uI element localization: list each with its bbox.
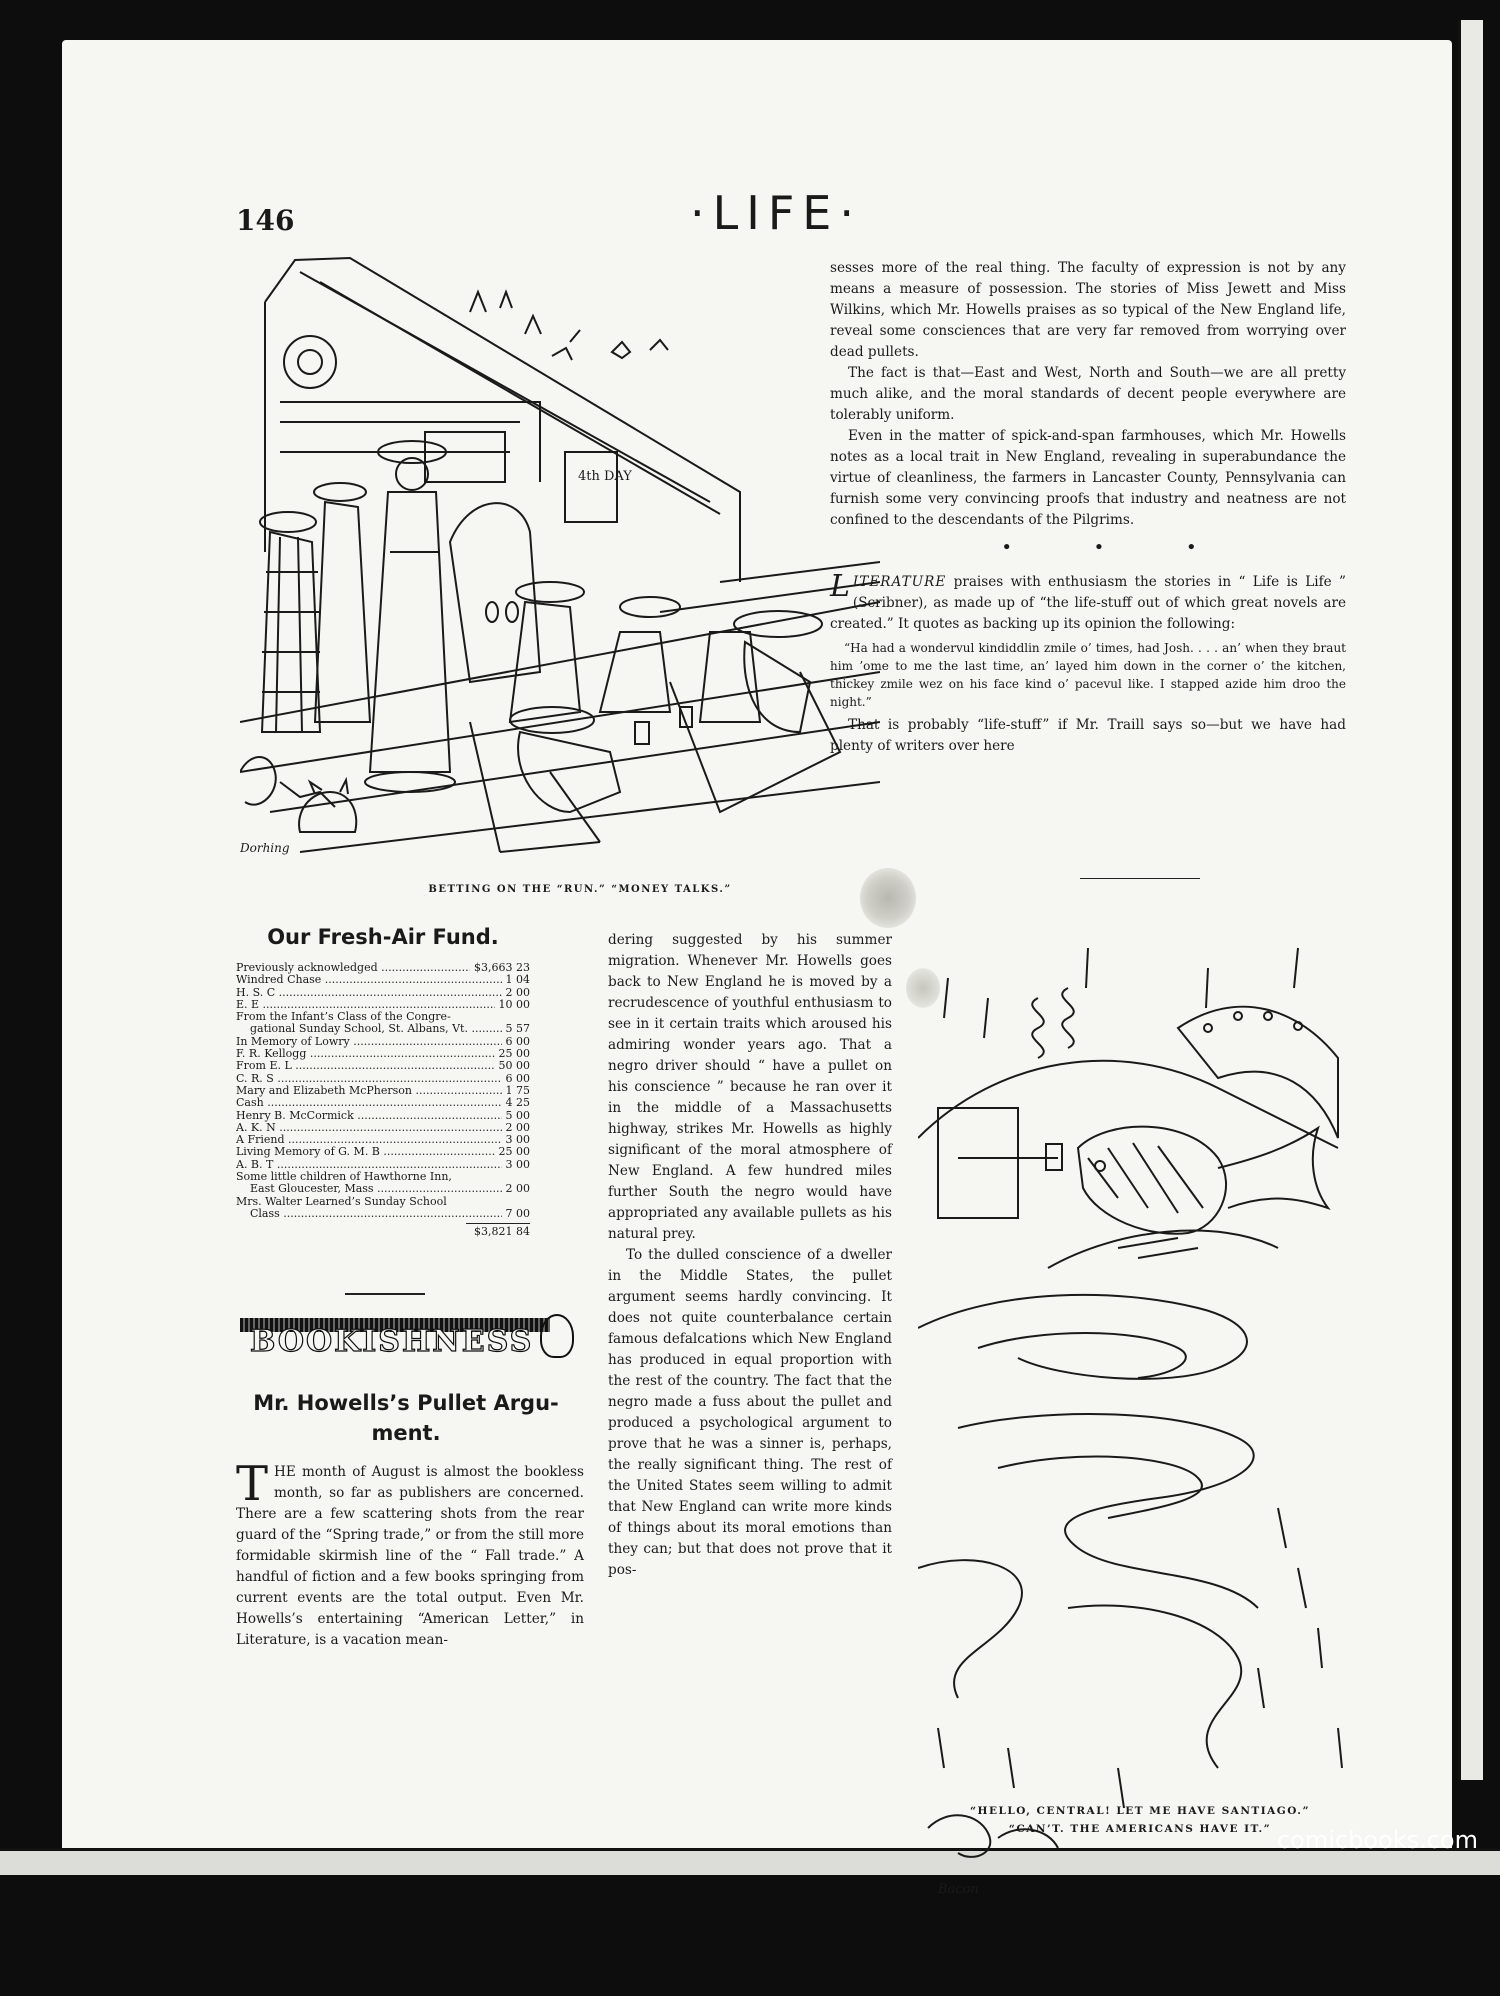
- watermark: comicbooks.com: [1276, 1826, 1478, 1854]
- roof-outline: [265, 258, 740, 582]
- water-swirl-1: [918, 1295, 1247, 1379]
- fund-row: Some little children of Hawthorne Inn,: [236, 1170, 452, 1184]
- fish-tail: [1218, 1128, 1328, 1208]
- ticket-window: [425, 432, 505, 482]
- paragraph: To the dulled conscience of a dweller in the Middle States, the pullet argument seems hardly convincing. It does not quite counterbalance certain famous defalcations which New England has produced in equal proportion with the rest of the country. The fact that the negro made a fuss about the pullet and produced a psychological argument to prove that he was a sinner is, perhaps, the really significant thing. The rest of the United States seem willing to admit that New England can write more kinds of things about its moral emotions than they can; but that does not prove that it pos-: [608, 1247, 892, 1578]
- block-quote: “Ha had a wondervul kindiddlin zmile o’ times, had Josh. . . . an’ when they braut him ’ome to me the last time, an’ layed him down in the corner o’ the kitchen, thickey zmile wez on his face kind o’ pacevul like. I stapped azide him droo the night.”: [830, 641, 1346, 709]
- figure-dotted-dress: [315, 502, 370, 722]
- fund-row: Cash ..... 4 25: [236, 1097, 530, 1109]
- caption-line: “HELLO, CENTRAL! LET ME HAVE SANTIAGO.”: [969, 1805, 1310, 1817]
- caption-line: “CAN’T. THE AMERICANS HAVE IT.”: [1008, 1823, 1272, 1835]
- fund-row: Class ..... 7 00: [236, 1208, 530, 1220]
- fish-eye: [1095, 1161, 1105, 1171]
- column-rule: [1080, 878, 1200, 879]
- next-page-edge: [1458, 20, 1483, 1780]
- glass: [635, 722, 649, 744]
- second-fish: [1048, 1231, 1278, 1268]
- paragraph: praises with enthusiasm the stories in “ Life is Life ” (Scribner), as made up of “the life-stuff out of which great novels are created.” It quotes as backing up its opinion the following:: [830, 574, 1346, 632]
- top-right-column: [830, 258, 1346, 757]
- bookishness-banner: [240, 1312, 570, 1362]
- figure-apron-woman: [370, 492, 450, 772]
- fund-row: A. B. T ..... 3 00: [236, 1159, 530, 1171]
- fund-total: $3,821 84: [466, 1223, 530, 1238]
- fund-row: From E. L ..... 50 00: [236, 1060, 530, 1072]
- section-rule: [345, 1293, 425, 1295]
- section-separator: • • •: [1001, 537, 1235, 558]
- paper-stain: [860, 868, 916, 928]
- fund-row: A. K. N ..... 2 00: [236, 1122, 530, 1134]
- paragraph: dering suggested by his summer migration. Whenever Mr. Howells goes back to New England he is moved by a recrudescence of youthful enthusiasm to see in it certain traits which aroused his admiring wonder years ago. That a negro driver should “ have a pullet on his conscience ” because he ran over it in the middle of a Massachusetts highway, strikes Mr. Howells as highly significant of the moral atmosphere of New England. A few hundred miles further South the negro would have appropriated any available pullets as his natural prey.: [608, 932, 892, 1242]
- fund-row: Mary and Elizabeth McPherson ..... 1 75: [236, 1085, 530, 1097]
- fund-row: C. R. S ..... 6 00: [236, 1073, 530, 1085]
- literature-lead: ITERATURE: [852, 574, 947, 590]
- paragraph: The fact is that—East and West, North and South—we are all pretty much alike, and the moral standards of decent people everywhere are tolerably uniform.: [830, 365, 1346, 423]
- sombrero-right: [734, 611, 822, 637]
- banner-title: BOOKISHNESS: [250, 1324, 534, 1359]
- literature-dropcap: L: [830, 569, 850, 604]
- fund-row: H. S. C ..... 2 00: [236, 987, 530, 999]
- artist-signature-top: Dorhing: [240, 841, 290, 855]
- fund-row: In Memory of Lowry ..... 6 00: [236, 1036, 530, 1048]
- fund-row: Windred Chase ..... 1 04: [236, 974, 530, 986]
- cherub-ornament: [540, 1314, 574, 1358]
- calendar-board: [565, 452, 617, 522]
- fund-row: East Gloucester, Mass ..... 2 00: [236, 1183, 530, 1195]
- smoke-left: [1032, 998, 1044, 1058]
- fund-row: E. E ..... 10 00: [236, 999, 530, 1011]
- page-number: 146: [236, 204, 295, 237]
- paragraph: HE month of August is almost the bookless month, so far as publishers are concerned. There are a few scattering shots from the rear guard of the “Spring trade,” or from the still more formidable skirmish line of the “ Fall trade.” A handful of fiction and a few books springing from current events are the total output. Even Mr. Howells’s entertaining “American Letter,” in Literature, is a vacation mean-: [236, 1464, 584, 1648]
- ship-block: [938, 1108, 1018, 1218]
- figure-plaid-dress: [262, 532, 320, 732]
- fund-title: Our Fresh-Air Fund.: [267, 925, 499, 949]
- water-swirl-2: [958, 1414, 1258, 1608]
- fund-row: gational Sunday School, St. Albans, Vt. ..... 5 57: [236, 1023, 530, 1035]
- water-swirl-3: [918, 1560, 1022, 1698]
- fund-row: Previously acknowledged ..... $3,663 23: [236, 962, 530, 974]
- fund-row: Henry B. McCormick ..... 5 00: [236, 1110, 530, 1122]
- dropcap: T: [236, 1456, 269, 1512]
- fund-row: A Friend ..... 3 00: [236, 1134, 530, 1146]
- fund-row: From the Infant’s Class of the Congre-: [236, 1010, 451, 1024]
- middle-column: [608, 930, 892, 1581]
- bookishness-article-start: [236, 1456, 584, 1651]
- figure-back-view: [450, 503, 540, 682]
- fund-row: Living Memory of G. M. B ..... 25 00: [236, 1146, 530, 1158]
- top-illustration-caption: BETTING ON THE “RUN.” “MONEY TALKS.”: [428, 884, 732, 895]
- porthole-arch: [1178, 1007, 1338, 1138]
- fund-row: Mrs. Walter Learned’s Sunday School: [236, 1194, 447, 1208]
- paragraph: Even in the matter of spick-and-span farmhouses, which Mr. Howells notes as a local trait in New England, revealing in superabundance the virtue of cleanliness, the farmers in Lancaster County, Pennsylvania can furnish some very convincing proofs that industry and neatness are not confined to the descendants of the Pilgrims.: [830, 428, 1346, 528]
- paragraph: sesses more of the real thing. The faculty of expression is not by any means a measure of possession. The stories of Miss Jewett and Miss Wilkins, which Mr. Howells praises as so typical of the New England life, reveal some consciences that are very far removed from worrying over dead pullets.: [830, 260, 1346, 360]
- masthead: ·LIFE·: [690, 186, 862, 240]
- fish-head-body: [1078, 1127, 1226, 1234]
- fund-list: [236, 962, 530, 1239]
- rain-marks: [944, 948, 1298, 1038]
- article-headline: Mr. Howells’s Pullet Argu- ment.: [253, 1391, 559, 1445]
- rose-window: [284, 336, 336, 388]
- smoke-right: [1062, 988, 1074, 1048]
- betting-on-the-run-illustration: [240, 252, 880, 872]
- paragraph: That is probably “life-stuff” if Mr. Traill says so—but we have had plenty of writers over here: [830, 717, 1346, 754]
- cat: [299, 792, 356, 832]
- artist-signature-right: Bacon: [938, 1882, 979, 1897]
- fund-row: F. R. Kellogg ..... 25 00: [236, 1048, 530, 1060]
- calendar-label: 4th DAY: [578, 469, 632, 484]
